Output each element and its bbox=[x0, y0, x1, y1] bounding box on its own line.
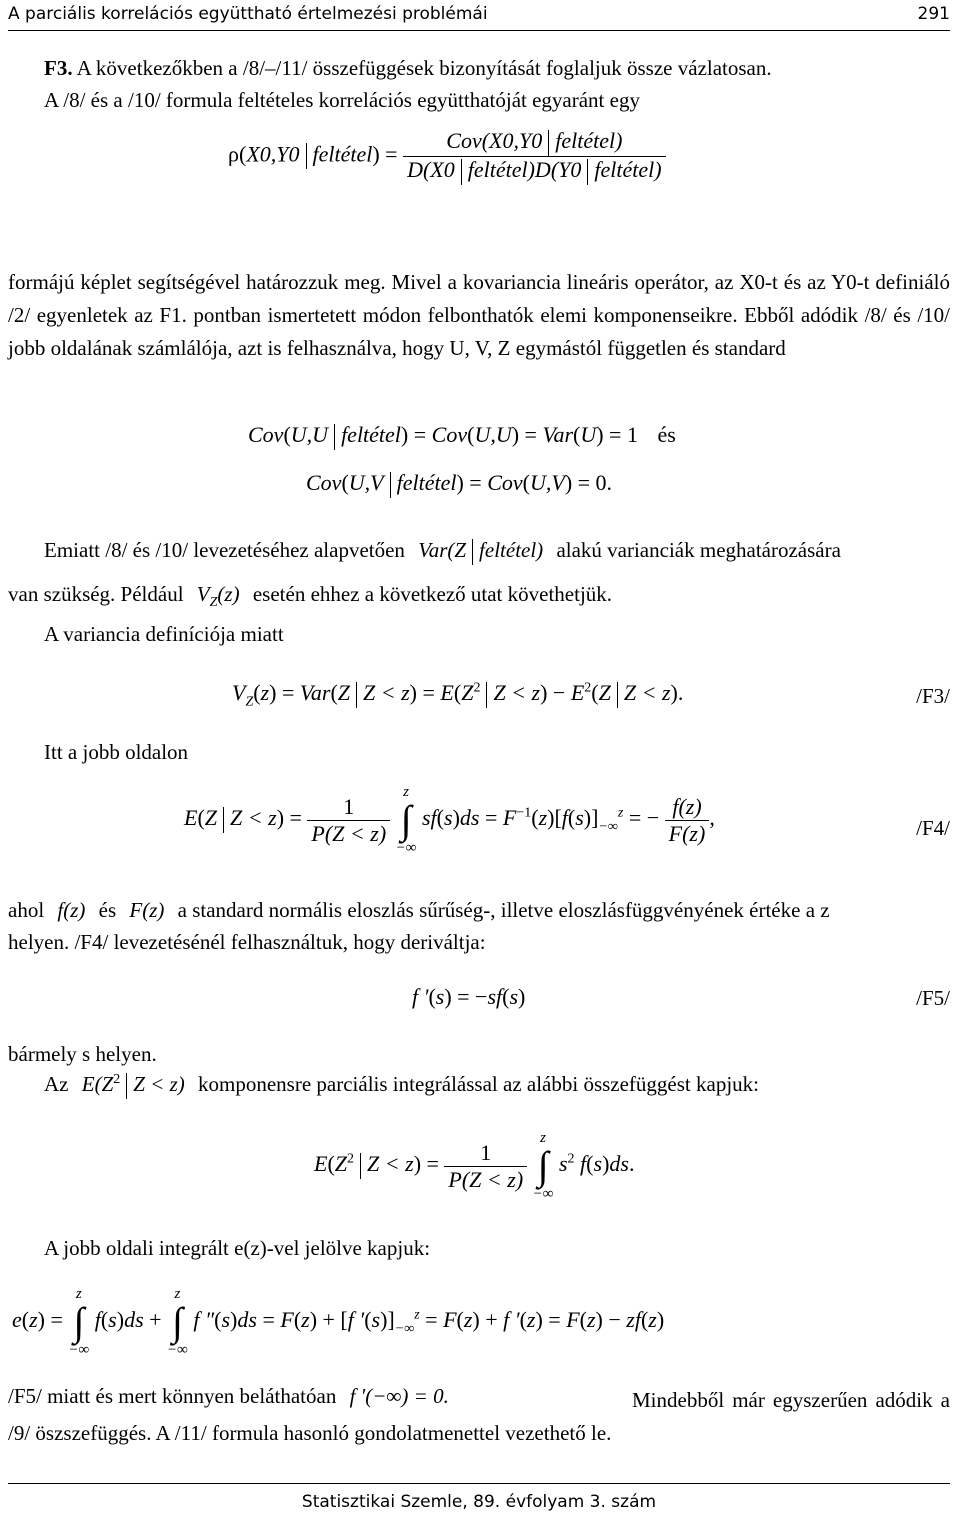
equation-ez: e(z) = z ∫ −∞ f(s)ds + z ∫ −∞ f ″(s)ds = F(z) + [f $'(s)]_{-\infty}^z = F(z) + f$ ′(z) = F(z) − zf(z) bbox=[12, 1286, 665, 1358]
paragraph-6a: ahol bbox=[8, 898, 45, 922]
paragraph-7: bármely s helyen. bbox=[8, 1042, 157, 1066]
tag-f3: /F3/ bbox=[916, 684, 950, 708]
paragraph-6d: helyen. /F4/ levezetésénél felhasználtuk, hogy deriváltja: bbox=[8, 930, 486, 954]
paragraph-1: formájú képlet segítségével határozzuk meg. Mivel a kovariancia lineáris operátor, az X0-t és az Y0-t definiáló /2/ egyenletek az F1. pontban ismertetett módon felbonthatók elemi komponenseikre. Ebből adódik /8/ és /10/ jobb oldalának számlálója, azt is felhasználva, hogy U, V, Z egymástól független és standard bbox=[8, 270, 950, 360]
running-header bbox=[8, 0, 950, 31]
paragraph-10a: /F5/ miatt és mert könnyen beláthatóan bbox=[8, 1384, 337, 1408]
paragraph-8: Az $E(Z^2$ Z < z) komponensre parciális integrálással az alábbi összefüggést kapjuk: bbox=[44, 1072, 759, 1099]
cov-uu-equation: Cov(U,U feltétel) = Cov(U,U) = Var(U) = 1 és bbox=[248, 422, 676, 450]
equation-f5: f ′(s) = −sf(s) bbox=[412, 984, 526, 1009]
paragraph-9: A jobb oldali integrált e(z)-vel jelölve kapjuk: bbox=[44, 1236, 431, 1260]
section-intro bbox=[44, 56, 772, 81]
page-footer: Statisztikai Szemle, 89. évfolyam 3. szám bbox=[8, 1483, 950, 1512]
paragraph-4: A variancia definíciója miatt bbox=[44, 622, 284, 646]
paragraph-3a: van szükség. Például bbox=[8, 582, 184, 606]
paragraph-6b: és bbox=[98, 898, 117, 922]
paragraph-8b: komponensre parciális integrálással az alábbi összefüggést kapjuk: bbox=[198, 1072, 759, 1096]
equation-ez2: $E(Z^2$ Z < z) = $\frac{1}{P(Z < z)}$ z ∫ −∞ $s^2$ f(s)ds. bbox=[314, 1130, 635, 1202]
paragraph-10: /F5/ miatt és mert könnyen beláthatóan f ′(−∞) = 0. bbox=[8, 1384, 449, 1408]
header-title: A parciális korrelációs együttható értelmezési problémái bbox=[8, 4, 488, 24]
tag-f4: /F4/ bbox=[916, 816, 950, 840]
tag-f5: /F5/ bbox=[916, 986, 950, 1010]
section-intro-text: A következőkben a /8/–/11/ összefüggések bizonyítását foglaljuk össze vázlatosan. bbox=[76, 56, 772, 80]
paragraph-2: Emiatt /8/ és /10/ levezetéséhez alapvetően Var(Z feltétel) alakú varianciák meghatározására bbox=[44, 538, 841, 565]
rho-formula: ρ(X0,Y0 feltétel) = $\frac{\text{Cov(X0,Y0 feltétel)}}{\text{D(X0 feltétel)D(Y0 feltétel)}}$ bbox=[228, 128, 666, 185]
equation-f3: $V_Z(z) = Var(Z$ $Z < z) = E(Z^2$ $Z < z) - E^2(Z$ Z < z). bbox=[232, 680, 684, 710]
paragraph-3: van szükség. Például $V_Z(z)$ esetén ehhez a következő utat követhetjük. bbox=[8, 582, 613, 611]
es-label: és bbox=[657, 422, 676, 447]
section-heading: F3. bbox=[44, 56, 73, 80]
paragraph-3b: esetén ehhez a következő utat követhetjük. bbox=[252, 582, 613, 606]
page-number: 291 bbox=[917, 4, 950, 24]
section-line2: A /8/ és a /10/ formula feltételes korrelációs együtthatóját egyaránt egy bbox=[44, 88, 640, 112]
paragraph-5: Itt a jobb oldalon bbox=[44, 740, 189, 764]
paragraph-2b: alakú varianciák meghatározására bbox=[556, 538, 841, 562]
paragraph-10b: Mindebből már egyszerűen adódik a /9/ öszszefüggés. A /11/ formula hasonló gondolatmenettel vezethető le. bbox=[8, 1388, 950, 1445]
paragraph-8a: Az bbox=[44, 1072, 69, 1096]
paragraph-6c: a standard normális eloszlás sűrűség-, illetve eloszlásfüggvényének értéke a z bbox=[177, 898, 830, 922]
equation-f4: E(Z Z < z) = $\frac{1}{P(Z < z)}$ z ∫ −∞ $sf(s)ds = F^{-1}(z)[f(s)]_{-\infty}^z$ = − $\frac{f(z)}{F(z)}$ , bbox=[184, 784, 715, 856]
paragraph-6: ahol f(z) és F(z) a standard normális eloszlás sűrűség-, illetve eloszlásfüggvényének értéke a z bbox=[8, 898, 830, 922]
cov-uv-equation: Cov(U,V feltétel) = Cov(U,V) = 0. bbox=[306, 470, 612, 498]
paragraph-2a: Emiatt /8/ és /10/ levezetéséhez alapvetően bbox=[44, 538, 405, 562]
